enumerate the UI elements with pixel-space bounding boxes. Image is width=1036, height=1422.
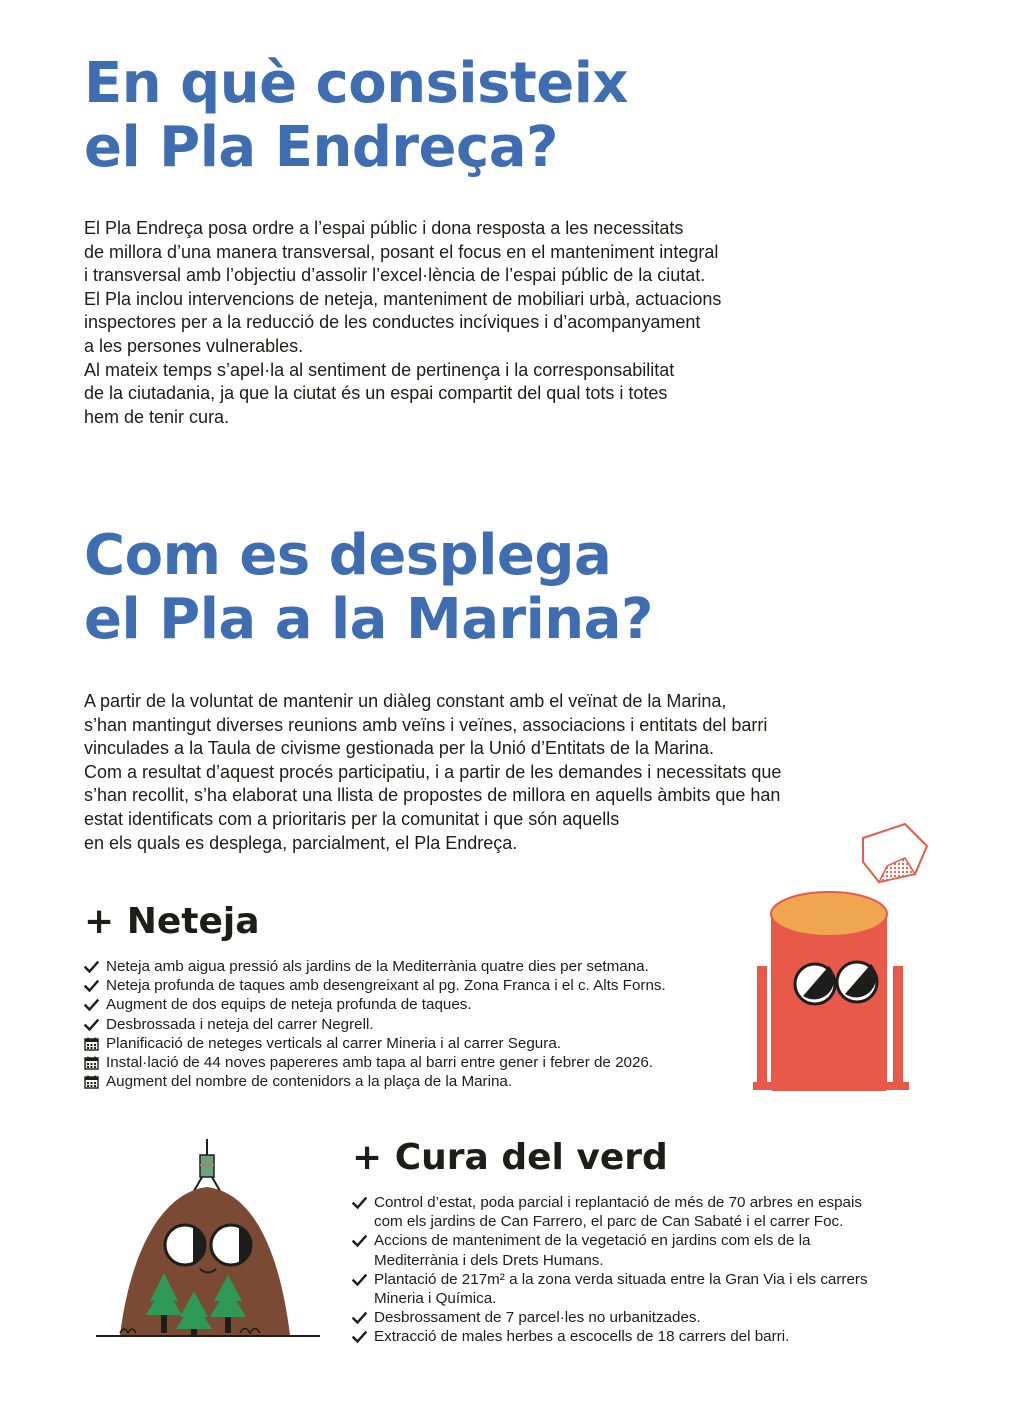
list-item-text: Plantació de 217m² a la zona verda situada entre la Gran Via i els carrers Mineria i Química.	[374, 1270, 868, 1308]
deployment-paragraph: A partir de la voluntat de mantenir un diàleg constant amb el veïnat de la Marina, s’han mantingut diverses reunions amb veïns i veïnes, associacions i entitats del barri vinculades a la Taula de civisme gestionada per la Unió d’Entitats de la Marina. Com a resultat d’aquest procés participatiu, i a partir de les demandes i necessitats que s’han recollit, s’ha elaborat una llista de propostes de millora en aquells àmbits que han estat identificats com a prioritaris per la comunitat i que són aquells en els quals es desplega, parcialment, el Pla Endreça.	[84, 691, 782, 853]
verd-list	[352, 1193, 952, 1347]
list-item-text: Augment de dos equips de neteja profunda de taques.	[106, 996, 472, 1014]
intro-paragraph: El Pla Endreça posa ordre a l’espai públic i dona resposta a les necessitats de millora d’una manera transversal, posant el focus en el manteniment integral i transversal amb l’objectiu d’assolir l’excel·lència de l’espai públic de la ciutat. El Pla inclou intervencions de neteja, manteniment de mobiliari urbà, actuacions inspectores per a la reducció de les conductes incíviques i d’acompanyament a les persones vulnerables. Al mateix temps s’apel·la al sentiment de pertinença i la corresponsabilitat de la ciutadania, ja que la ciutat és un espai compartit del qual tots i totes hem de tenir cura.	[84, 218, 722, 427]
list-item	[84, 995, 754, 1014]
neteja-list	[84, 957, 754, 1091]
list-item-text: Augment del nombre de contenidors a la plaça de la Marina.	[106, 1073, 513, 1091]
list-item-text: Neteja amb aigua pressió als jardins de la Mediterrània quatre dies per setmana.	[106, 958, 649, 975]
list-item-text: Accions de manteniment de la vegetació en jardins com els de la Mediterrània i dels Drets Humans.	[374, 1232, 811, 1269]
verd-title: + Cura del verd	[352, 1137, 668, 1178]
list-item	[84, 976, 754, 995]
list-item	[84, 1015, 754, 1034]
list-item	[84, 957, 754, 976]
list-item	[84, 1053, 754, 1072]
list-item-text: Instal·lació de 44 noves papereres amb tapa al barri entre gener i febrer de 2026.	[106, 1054, 654, 1072]
mountain-illustration	[90, 1135, 330, 1345]
flying-paper-icon	[863, 824, 927, 882]
list-item	[352, 1270, 952, 1308]
list-item	[352, 1193, 952, 1231]
list-item-text: Extracció de males herbes a escocells de 18 carrers del barri.	[374, 1328, 790, 1346]
trash-bin-illustration	[745, 818, 945, 1098]
list-item	[84, 1034, 754, 1053]
list-item	[84, 1072, 754, 1091]
list-item-text: Planificació de neteges verticals al carrer Mineria i al carrer Segura.	[106, 1034, 561, 1052]
neteja-title: + Neteja	[84, 901, 260, 942]
heading-what-is-pla: En què consisteix el Pla Endreça?	[84, 51, 629, 180]
list-item	[352, 1231, 952, 1269]
list-item-text: Neteja profunda de taques amb desengreixant al pg. Zona Franca i el c. Alts Forns.	[106, 977, 666, 995]
list-item-text: Desbrossament de 7 parcel·les no urbanitzades.	[374, 1309, 701, 1327]
list-item	[352, 1327, 952, 1346]
list-item-text: Control d’estat, poda parcial i replantació de més de 70 arbres en espais com els jardins de Can Farrero, el parc de Can Sabaté i el carrer Foc.	[374, 1194, 862, 1231]
heading-how-deployed: Com es desplega el Pla a la Marina?	[84, 523, 653, 652]
list-item-text: Desbrossada i neteja del carrer Negrell.	[106, 1015, 374, 1033]
list-item	[352, 1308, 952, 1327]
